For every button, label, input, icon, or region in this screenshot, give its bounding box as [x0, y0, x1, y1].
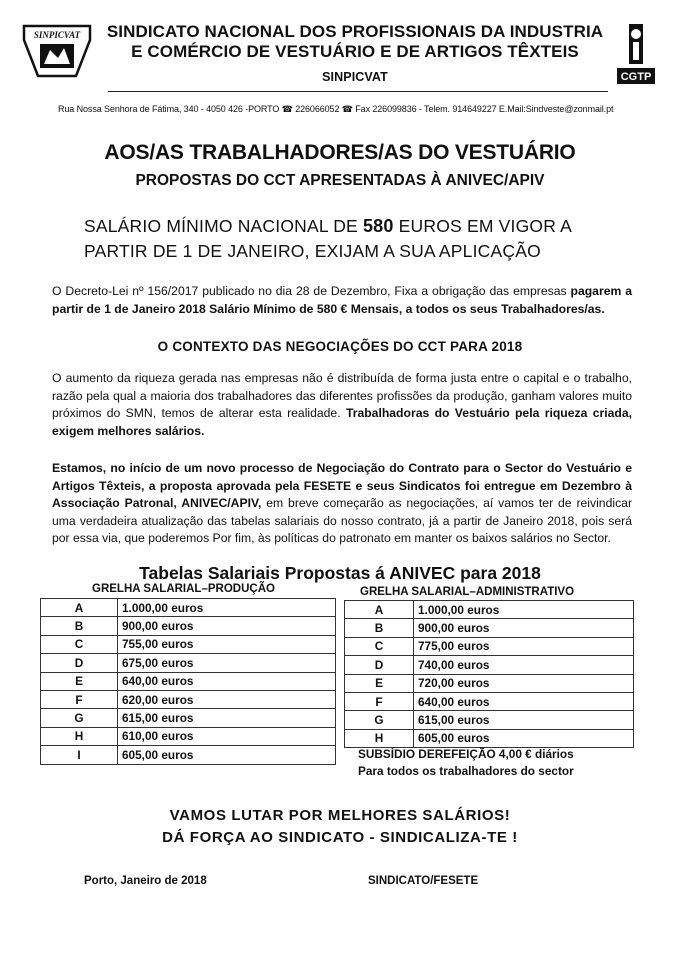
grade-cell: F: [345, 692, 414, 710]
salary-cell: 605,00 euros: [414, 729, 634, 747]
slogan-line2: DÁ FORÇA AO SINDICATO - SINDICALIZA-TE !: [162, 829, 518, 846]
table-row: [345, 711, 634, 729]
union-acronym: SINPICVAT: [322, 70, 388, 84]
grade-cell: B: [41, 617, 118, 635]
salary-cell: 605,00 euros: [118, 746, 336, 764]
table-row: [41, 709, 336, 727]
cgtp-logo: [615, 22, 657, 86]
meal-allowance-note: SUBSÍDIO DEREFEIÇÃO 4,00 € diários Para todos os trabalhadores do sector: [358, 747, 574, 778]
table-row: [345, 619, 634, 637]
union-name-line2: E COMÉRCIO DE VESTUÁRIO E DE ARTIGOS TÊXTEIS: [131, 42, 579, 61]
negotiation-paragraph: Estamos, no início de um novo processo de Negociação do Contrato para o Sector do Vestuário e Artigos Têxteis, a proposta aprovada pela FESETE e seus Sindicatos foi entregue em Dezembro à Associação Patronal, ANIVEC/APIV, em breve começarão as negociações, aí vamos ter de reivindicar uma verdadeira atualização das tabelas salariais do nosso contrato, já a partir de Janeiro 2018, pois será por essa via, que poderemos Por fim, às políticas do patronato em manter os baixos salários no Sector.: [52, 461, 632, 545]
table-row: [345, 692, 634, 710]
salary-tables-title: Tabelas Salariais Propostas á ANIVEC para 2018: [139, 563, 541, 583]
header-divider: [108, 91, 608, 92]
table-row: [41, 746, 336, 764]
salary-cell: 720,00 euros: [414, 674, 634, 692]
grade-cell: E: [345, 674, 414, 692]
minimum-wage-value: 580: [362, 216, 394, 236]
minimum-wage-line1: SALÁRIO MÍNIMO NACIONAL DE 580 EUROS EM VIGOR A: [84, 216, 573, 236]
grade-cell: A: [345, 601, 414, 619]
grade-cell: B: [345, 619, 414, 637]
production-table-caption: GRELHA SALARIAL–PRODUÇÃO: [92, 583, 275, 595]
table-row: [345, 601, 634, 619]
grade-cell: G: [41, 709, 118, 727]
table-row: [41, 617, 336, 635]
grade-cell: I: [41, 746, 118, 764]
slogan-line1: VAMOS LUTAR POR MELHORES SALÁRIOS!: [169, 807, 511, 824]
context-heading: O CONTEXTO DAS NEGOCIAÇÕES DO CCT PARA 2018: [157, 339, 523, 354]
salary-cell: 755,00 euros: [118, 635, 336, 653]
grade-cell: G: [345, 711, 414, 729]
salary-cell: 740,00 euros: [414, 656, 634, 674]
table-row: [41, 654, 336, 672]
sinpicvat-logo: [18, 20, 96, 80]
grade-cell: F: [41, 690, 118, 708]
grade-cell: C: [345, 637, 414, 655]
salary-cell: 775,00 euros: [414, 637, 634, 655]
main-title: AOS/AS TRABALHADORES/AS DO VESTUÁRIO: [104, 141, 576, 164]
table-row: [41, 690, 336, 708]
salary-cell: 1.000,00 euros: [118, 599, 336, 617]
salary-cell: 900,00 euros: [118, 617, 336, 635]
grade-cell: C: [41, 635, 118, 653]
table-row: [345, 674, 634, 692]
salary-cell: 1.000,00 euros: [414, 601, 634, 619]
signature: SINDICATO/FESETE: [368, 875, 479, 887]
table-row: [41, 672, 336, 690]
table-row: [345, 656, 634, 674]
subtitle: PROPOSTAS DO CCT APRESENTADAS À ANIVEC/APIV: [135, 172, 545, 189]
contact-address: Rua Nossa Senhora de Fátima, 340 - 4050 426 -PORTO ☎ 226066052 ☎ Fax 226099836 - Telem. 914649227 E.Mail:Sindveste@zonmail.pt: [58, 104, 614, 114]
decree-paragraph: O Decreto-Lei nº 156/2017 publicado no dia 28 de Dezembro, Fixa a obrigação das empresas pagarem a partir de 1 de Janeiro 2018 Salário Mínimo de 580 € Mensais, a todos os seus Trabalhadores/as.: [52, 284, 632, 316]
grade-cell: H: [41, 727, 118, 745]
union-name-line1: SINDICATO NACIONAL DOS PROFISSIONAIS DA INDUSTRIA: [106, 22, 604, 41]
table-row: [345, 729, 634, 747]
admin-salary-table: [344, 600, 634, 748]
salary-cell: 640,00 euros: [118, 672, 336, 690]
logo-left-text: SINPICVAT: [33, 30, 81, 40]
logo-right-text: CGTP: [620, 71, 652, 83]
place-date: Porto, Janeiro de 2018: [84, 875, 207, 887]
grade-cell: E: [41, 672, 118, 690]
grade-cell: D: [345, 656, 414, 674]
salary-cell: 610,00 euros: [118, 727, 336, 745]
table-row: [345, 637, 634, 655]
salary-cell: 615,00 euros: [118, 709, 336, 727]
admin-table-caption: GRELHA SALARIAL–ADMINISTRATIVO: [360, 586, 575, 598]
salary-cell: 900,00 euros: [414, 619, 634, 637]
grade-cell: A: [41, 599, 118, 617]
salary-cell: 615,00 euros: [414, 711, 634, 729]
salary-cell: 620,00 euros: [118, 690, 336, 708]
salary-cell: 640,00 euros: [414, 692, 634, 710]
table-row: [41, 599, 336, 617]
minimum-wage-line2: PARTIR DE 1 DE JANEIRO, EXIJAM A SUA APLICAÇÃO: [84, 241, 541, 261]
table-row: [41, 635, 336, 653]
wealth-paragraph: O aumento da riqueza gerada nas empresas não é distribuída de forma justa entre o capital e o trabalho, razão pela qual a maioria dos trabalhadores das diferentes profissões da produção, ganham valores muito próximos do SMN, temos de alterar esta realidade. Trabalhadoras do Vestuário pela riqueza criada, exigem melhores salários.: [52, 371, 632, 438]
grade-cell: H: [345, 729, 414, 747]
salary-cell: 675,00 euros: [118, 654, 336, 672]
grade-cell: D: [41, 654, 118, 672]
production-salary-table: [40, 598, 336, 765]
table-row: [41, 727, 336, 745]
